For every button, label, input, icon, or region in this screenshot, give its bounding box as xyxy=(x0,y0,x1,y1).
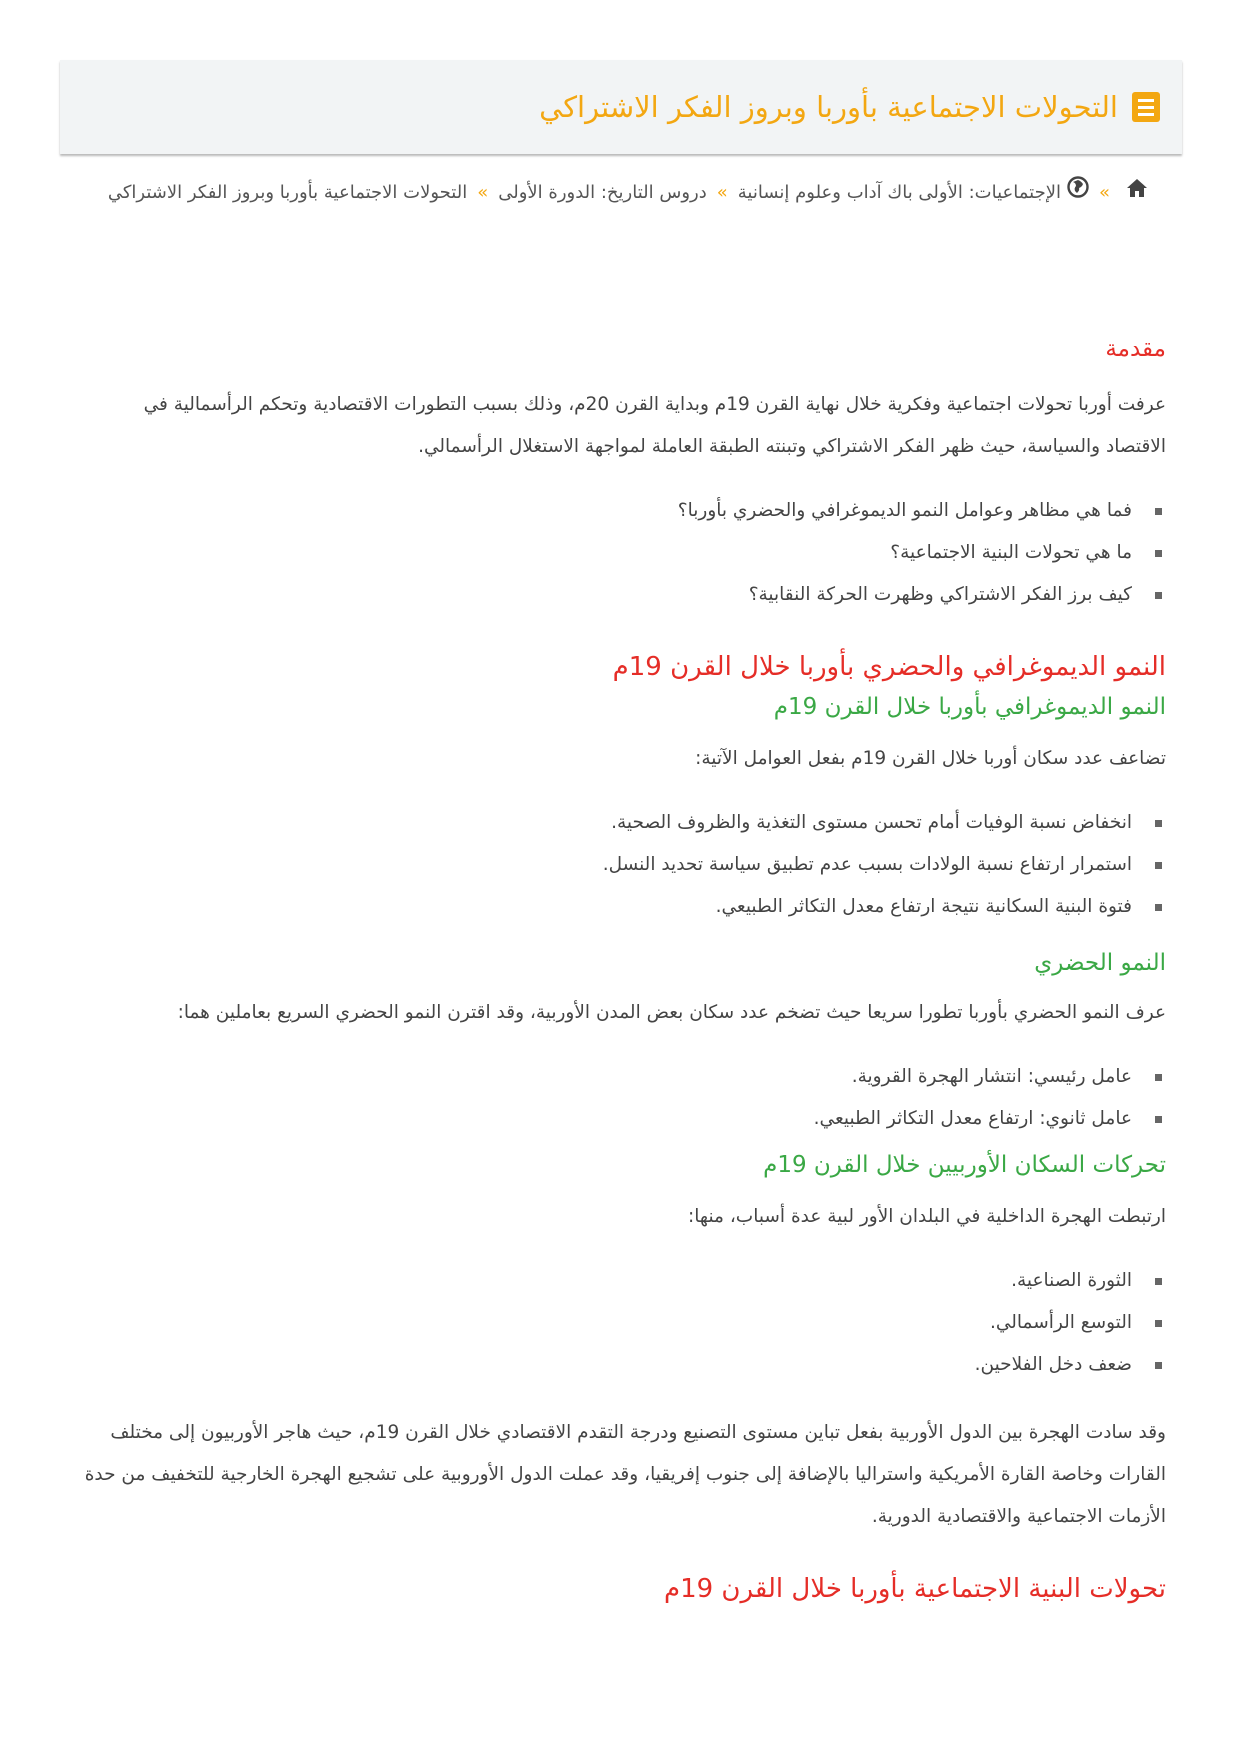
intro-heading: مقدمة xyxy=(1105,336,1166,362)
document-lines-icon xyxy=(1132,92,1160,122)
section1-heading: النمو الديموغرافي والحضري بأوربا خلال القرن 19م xyxy=(612,652,1166,682)
movements-paragraph-2: وقد سادت الهجرة بين الدول الأوربية بفعل تباين مستوى التصنيع ودرجة التقدم الاقتصادي خلال القرن 19م، حيث هاجر الأوربيون إلى مختلف القارات وخاصة القارة الأمريكية واستراليا بالإضافة إلى جنوب إفريقيا، وقد عملت الدول الأوروبية على تشجيع الهجرة الخارجية للتخفيف من حدة الأزمات الاجتماعية والاقتصادية الدورية. xyxy=(84,1422,1166,1527)
list-item: انخفاض نسبة الوفيات أمام تحسن مستوى التغذية والظروف الصحية. xyxy=(78,802,1132,844)
page-title: التحولات الاجتماعية بأوربا وبروز الفكر الاشتراكي xyxy=(539,90,1118,124)
list-item: التوسع الرأسمالي. xyxy=(78,1302,1132,1344)
urban-list xyxy=(78,1056,1166,1140)
demographic-paragraph: تضاعف عدد سكان أوربا خلال القرن 19م بفعل العوامل الآتية: xyxy=(695,748,1166,769)
urban-heading: النمو الحضري xyxy=(1034,950,1166,976)
intro-questions-list xyxy=(78,490,1166,616)
intro-paragraph: عرفت أوربا تحولات اجتماعية وفكرية خلال نهاية القرن 19م وبداية القرن 20م، وذلك بسبب التطورات الاقتصادية وتحكم الرأسمالية في الاقتصاد والسياسة، حيث ظهر الفكر الاشتراكي وتبنته الطبقة العاملة لمواجهة الاستغلال الرأسمالي. xyxy=(143,394,1166,457)
breadcrumb xyxy=(90,172,1148,214)
list-item: عامل ثانوي: ارتفاع معدل التكاثر الطبيعي. xyxy=(78,1098,1132,1140)
page-title-bar xyxy=(60,60,1182,154)
list-item: ما هي تحولات البنية الاجتماعية؟ xyxy=(78,532,1132,574)
breadcrumb-separator: » xyxy=(716,182,728,203)
breadcrumb-item-lessons[interactable]: دروس التاريخ: الدورة الأولى xyxy=(498,182,707,203)
list-item: ضعف دخل الفلاحين. xyxy=(78,1344,1132,1386)
list-item: عامل رئيسي: انتشار الهجرة القروية. xyxy=(78,1056,1132,1098)
breadcrumb-item-current: التحولات الاجتماعية بأوربا وبروز الفكر الاشتراكي xyxy=(107,182,468,203)
list-item: الثورة الصناعية. xyxy=(78,1260,1132,1302)
list-item: فما هي مظاهر وعوامل النمو الديموغرافي والحضري بأوربا؟ xyxy=(78,490,1132,532)
demographic-list xyxy=(78,802,1166,928)
list-item: استمرار ارتفاع نسبة الولادات بسبب عدم تطبيق سياسة تحديد النسل. xyxy=(78,844,1132,886)
home-icon[interactable] xyxy=(1126,172,1148,214)
list-item: كيف برز الفكر الاشتراكي وظهرت الحركة النقابية؟ xyxy=(78,574,1132,616)
breadcrumb-separator: » xyxy=(477,182,489,203)
movements-list xyxy=(78,1260,1166,1386)
breadcrumb-item-course[interactable]: الإجتماعيات: الأولى باك آداب وعلوم إنسانية xyxy=(737,182,1061,203)
section2-heading: تحولات البنية الاجتماعية بأوربا خلال القرن 19م xyxy=(663,1574,1166,1604)
globe-icon[interactable] xyxy=(1067,172,1089,214)
movements-heading: تحركات السكان الأوربيين خلال القرن 19م xyxy=(763,1152,1166,1178)
movements-paragraph: ارتبطت الهجرة الداخلية في البلدان الأور لبية عدة أسباب، منها: xyxy=(688,1206,1166,1227)
breadcrumb-separator: » xyxy=(1098,182,1110,203)
article-content xyxy=(78,336,1166,1604)
demographic-heading: النمو الديموغرافي بأوربا خلال القرن 19م xyxy=(773,694,1166,720)
list-item: فتوة البنية السكانية نتيجة ارتفاع معدل التكاثر الطبيعي. xyxy=(78,886,1132,928)
urban-paragraph: عرف النمو الحضري بأوربا تطورا سريعا حيث تضخم عدد سكان بعض المدن الأوربية، وقد اقترن النمو الحضري السريع بعاملين هما: xyxy=(177,1002,1166,1023)
